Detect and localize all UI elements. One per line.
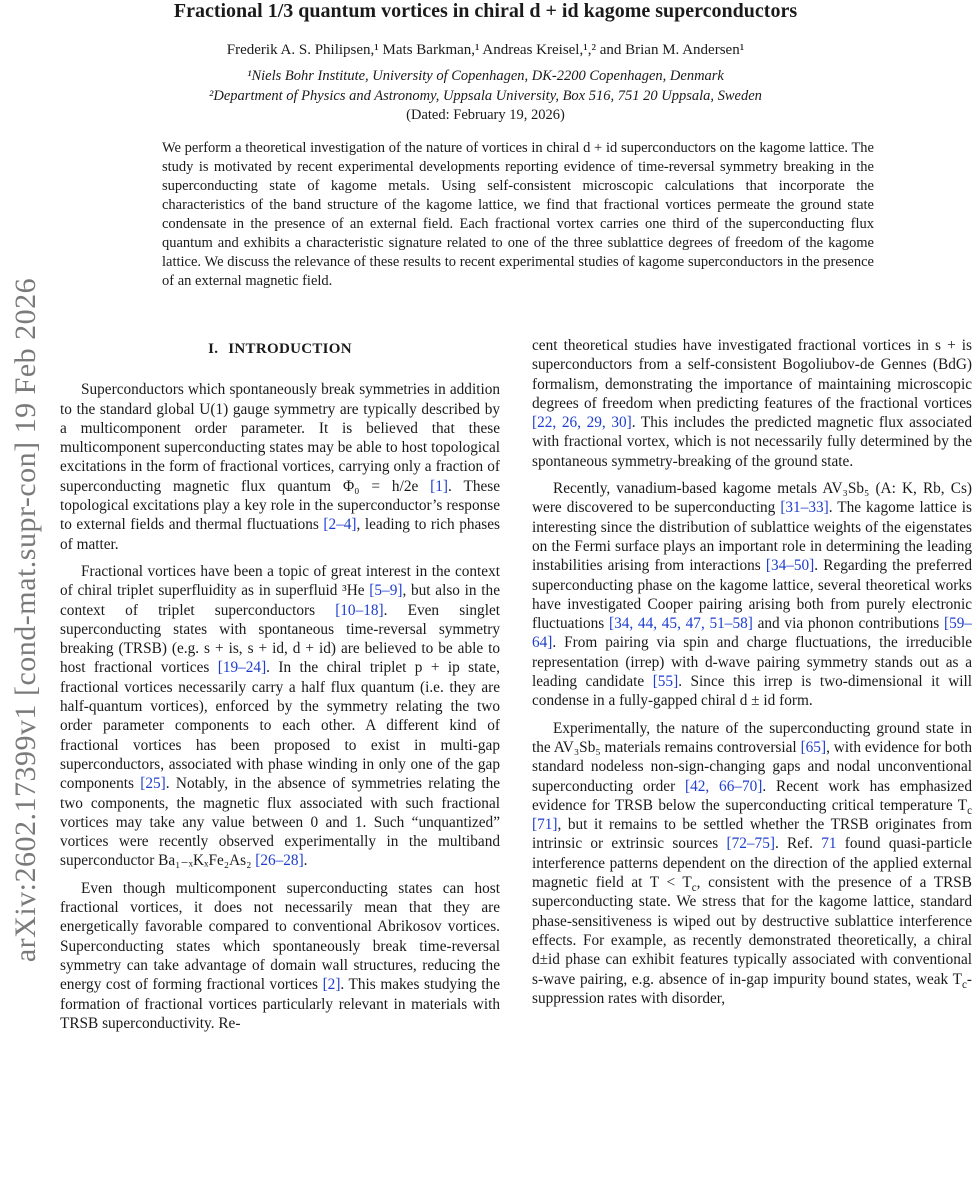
author-list: Frederik A. S. Philipsen,¹ Mats Barkman,¹ Andreas Kreisel,¹,² and Brian M. Andersen¹ xyxy=(226,42,745,58)
affiliation-2: ²Department of Physics and Astronomy, Uppsala University, Box 516, 751 20 Uppsala, Sweden xyxy=(209,88,762,104)
paragraph: Recently, vanadium-based kagome metals AV₃Sb₅ (A: K, Rb, Cs) were discovered to be superconducting [31–33]. The kagome lattice is interesting since the distribution of sublattice weights of the eigenstates on the Fermi surface plays an important role in determining the leading instabilities arising from interactions [34–50]. Regarding the preferred superconducting phase on the kagome lattice, several theoretical works have investigated Cooper pairing arising both from purely electronic fluctuations [34, 44, 45, 47, 51–58] and via phonon contributions [59–64]. From pairing via spin and charge fluctuations, the irreducible representation (irrep) with d-wave pairing symmetry stands out as a leading candidate [55]. Since this irrep is two-dimensional it will condense in a fully-gapped chiral d ± id form. xyxy=(532,480,972,710)
citation-link[interactable]: [71] xyxy=(532,816,558,834)
paper-title: Fractional 1/3 quantum vortices in chiral d + id kagome superconductors xyxy=(173,0,798,22)
citation-link[interactable]: [22, 26, 29, 30] xyxy=(532,414,632,432)
right-column xyxy=(532,336,972,1008)
citation-link[interactable]: 71 xyxy=(821,835,837,853)
citation-link[interactable]: [65] xyxy=(800,738,827,756)
arxiv-sidebar xyxy=(0,180,52,1060)
citation-link[interactable]: [2–4] xyxy=(323,516,357,534)
paragraph: Superconductors which spontaneously break symmetries in addition to the standard global U(1) gauge symmetry are typically described by a multicomponent order parameter. It is believed that these multicomponent superconducting states may be able to host topological excitations in the form of fractional vortices, carrying only a fraction of superconducting magnetic flux quantum Φ₀ = h/2e [1]. These topological excitations play a key role in the superconductor’s response to external fields and thermal fluctuations [2–4], leading to rich phases of matter. xyxy=(60,381,500,553)
citation-link[interactable]: [10–18] xyxy=(335,601,384,619)
paragraph: cent theoretical studies have investigated fractional vortices in s + is superconductors from a self-consistent Bogoliubov-de Gennes (BdG) formalism, demonstrating the importance of maintaining microscopic degrees of freedom when predicting features of the fractional vortices [22, 26, 29, 30]. This includes the predicted magnetic flux associated with fractional vortex, which is not necessarily fully determined by the spontaneous symmetry-breaking of the ground state. xyxy=(532,337,972,470)
abstract: We perform a theoretical investigation of the nature of vortices in chiral d + id superconductors on the kagome lattice. The study is motivated by recent experimental developments reporting evidence of time-reversal symmetry breaking in the superconducting state of kagome metals. Using self-consistent microscopic calculations that incorporate the characteristics of the band structure of the kagome lattice, we find that fractional vortices permeate the ground state condensate in the presence of an external field. Each fractional vortex carries one third of the superconducting flux quantum and exhibits a characteristic signature related to one of the three sublattice degrees of freedom of the kagome lattice. We discuss the relevance of these results to recent experimental studies of kagome superconductors in the presence of an external magnetic field. xyxy=(162,140,874,289)
arxiv-identifier: arXiv:2602.17399v1 [cond-mat.supr-con] 19 Feb 2026 xyxy=(9,277,42,963)
citation-link[interactable]: [34, 44, 45, 47, 51–58] xyxy=(608,615,753,633)
citation-link[interactable]: [1] xyxy=(430,477,449,495)
citation-link[interactable]: [2] xyxy=(322,976,341,994)
left-column xyxy=(60,336,500,1033)
citation-link[interactable]: [25] xyxy=(140,775,166,793)
affiliation-1: ¹Niels Bohr Institute, University of Copenhagen, DK-2200 Copenhagen, Denmark xyxy=(247,68,724,84)
section-heading xyxy=(60,340,500,359)
citation-link[interactable]: [31–33] xyxy=(780,499,829,517)
date-line: (Dated: February 19, 2026) xyxy=(406,107,565,123)
citation-link[interactable]: [5–9] xyxy=(369,582,403,600)
paragraph: Fractional vortices have been a topic of great interest in the context of chiral triplet superfluidity as in superfluid ³He [5–9], but also in the context of triplet superconductors [10–18]. Even singlet superconducting states with spontaneous time-reversal symmetry breaking (TRSB) (e.g. s + is, s + id, d + id) are believed to be able to host fractional vortices [19–24]. In the chiral triplet p + ip state, fractional vortices necessarily carry a half flux quantum (i.e. they are half-quantum vortices), enforced by the symmetry relating the two order parameter components to each other. A different kind of fractional vortices has been proposed to exist in multi-gap superconductors, associated with phase winding in only one of the gap components [25]. Notably, in the absence of symmetries relating the two components, the magnetic flux associated with such fractional vortices may take any value between 0 and 1. Such “unquantized” vortices were recently observed experimentally in the multiband superconductor Ba₁₋ₓKₓFe₂As₂ [26–28]. xyxy=(60,562,501,870)
citation-link[interactable]: [34–50] xyxy=(765,557,815,575)
paragraph: Experimentally, the nature of the superconducting ground state in the AV₃Sb₅ materials remains controversial [65], with evidence for both standard nodeless non-sign-changing gaps and nodal unconventional superconducting order [42, 66–70]. Recent work has emphasized evidence for TRSB below the superconducting critical temperature $T_c$ [71], but it remains to be settled whether the TRSB originates from intrinsic or extrinsic sources [72–75]. Ref. 71 found quasi-particle interference patterns dependent on the direction of the applied external magnetic field at $T < T_c$, consistent with the presence of a TRSB superconducting state. We stress that for the kagome lattice, standard phase-sensitiveness is wiped out by destructive sublattice interference effects. For example, as recently demonstrated theoretically, a chiral d±id phase can exhibit features typically associated with conventional s-wave pairing, e.g. absence of in-gap impurity bound states, weak $T_c$-suppression rates with disorder, xyxy=(532,719,972,1007)
citation-link[interactable]: [72–75] xyxy=(726,835,775,853)
citation-link[interactable]: [19–24] xyxy=(217,659,267,677)
citation-link[interactable]: [26–28] xyxy=(255,852,304,870)
section-number: I. xyxy=(208,341,219,357)
citation-link[interactable]: [55] xyxy=(652,673,679,691)
paragraph: Even though multicomponent superconducting states can host fractional vortices, it does not necessarily mean that they are energetically favorable compared to conventional Abrikosov vortices. Superconducting states which spontaneously break time-reversal symmetry can take advantage of domain wall structures, reducing the energy cost of forming fractional vortices [2]. This makes studying the formation of fractional vortices particularly relevant in materials with TRSB superconductivity. Re- xyxy=(60,879,500,1032)
section-title: INTRODUCTION xyxy=(228,341,352,357)
citation-link[interactable]: [59–64] xyxy=(532,615,972,652)
citation-link[interactable]: [42, 66–70] xyxy=(685,777,763,795)
